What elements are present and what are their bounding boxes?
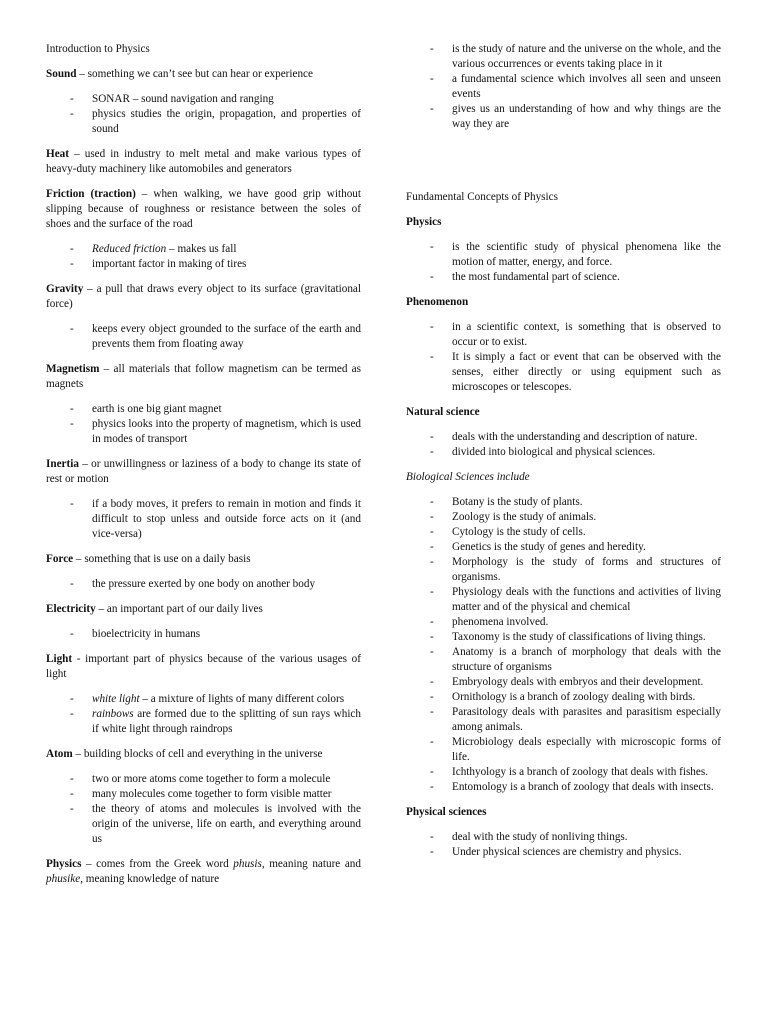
term-paragraph	[46, 652, 361, 682]
list-item: - a fundamental science which involves all seen and unseen events	[406, 72, 721, 102]
term-definition: – when walking, we have good grip without slipping because of roughness or resistance between the soles of shoes and the surface of the road	[46, 188, 361, 230]
list-item	[46, 692, 361, 707]
phenomenon-list	[406, 320, 721, 395]
term-definition: – something we can’t see but can hear or experience	[76, 68, 313, 80]
term-bullets	[46, 627, 361, 642]
term-heading: Sound	[46, 68, 77, 80]
list-item: - deal with the study of nonliving things.	[406, 830, 721, 845]
term-paragraph	[46, 187, 361, 232]
list-item: - in a scientific context, is something that is observed to occur or to exist.	[406, 320, 721, 350]
biological-sciences-heading: Biological Sciences include	[406, 471, 530, 483]
list-item: - Microbiology deals especially with microscopic forms of life.	[406, 735, 721, 765]
physics-heading: Physics	[406, 216, 442, 228]
list-item: - Under physical sciences are chemistry and physics.	[406, 845, 721, 860]
list-item: - phenomena involved.	[406, 615, 721, 630]
list-item: - Ornithology is a branch of zoology dealing with birds.	[406, 690, 721, 705]
list-item: - many molecules come together to form visible matter	[46, 787, 361, 802]
right-column	[406, 42, 721, 870]
term-paragraph	[46, 282, 361, 312]
term-heading: Heat	[46, 148, 69, 160]
spacer	[406, 142, 721, 190]
list-item	[46, 257, 361, 272]
term-heading: Friction (traction)	[46, 188, 136, 200]
term-definition: – or unwillingness or laziness of a body to change its state of rest or motion	[46, 458, 361, 485]
term-bullets	[46, 692, 361, 737]
term-heading: Physics	[46, 858, 82, 870]
list-item: - Taxonomy is the study of classifications of living things.	[406, 630, 721, 645]
section-title: Fundamental Concepts of Physics	[406, 191, 558, 203]
term-heading: Atom	[46, 748, 73, 760]
item-text: are formed due to the splitting of sun rays which if white light through raindrops	[92, 708, 361, 735]
physics-definition-list	[406, 42, 721, 132]
item-text: – a mixture of lights of many different colors	[139, 693, 345, 705]
list-item: - Entomology is a branch of zoology that deals with insects.	[406, 780, 721, 795]
emphasis-text: rainbows	[92, 708, 134, 720]
term-bullets	[46, 497, 361, 542]
greek-word: phusis	[233, 858, 262, 870]
list-item: - Ichthyology is a branch of zoology that deals with fishes.	[406, 765, 721, 780]
term-definition: – an important part of our daily lives	[95, 603, 263, 615]
term-heading: Inertia	[46, 458, 79, 470]
term-heading: Force	[46, 553, 74, 565]
left-column	[46, 42, 361, 897]
natural-science-list	[406, 430, 721, 460]
etymology-text: , meaning knowledge of nature	[80, 873, 220, 885]
item-text: important factor in making of tires	[92, 258, 247, 270]
list-item: - if a body moves, it prefers to remain in motion and finds it difficult to stop unless and outside force acts on it (and vice-versa)	[46, 497, 361, 542]
list-item: - It is simply a fact or event that can be observed with the senses, either directly or using equipment such as microscopes or telescopes.	[406, 350, 721, 395]
physics-etymology	[46, 857, 361, 887]
term-paragraph	[46, 362, 361, 392]
term-heading: Gravity	[46, 283, 84, 295]
biological-sciences-list	[406, 495, 721, 795]
physical-sciences-list	[406, 830, 721, 860]
list-item: - two or more atoms come together to form a molecule	[46, 772, 361, 787]
list-item: - is the study of nature and the universe on the whole, and the various occurrences or events taking place in it	[406, 42, 721, 72]
list-item: - earth is one big giant magnet	[46, 402, 361, 417]
term-bullets	[46, 577, 361, 592]
list-item: - Embryology deals with embryos and their development.	[406, 675, 721, 690]
term-definition: – all materials that follow magnetism can be termed as magnets	[46, 363, 361, 390]
term-paragraph	[46, 67, 361, 82]
list-item: - Botany is the study of plants.	[406, 495, 721, 510]
greek-word: phusike	[46, 873, 81, 885]
list-item: - Zoology is the study of animals.	[406, 510, 721, 525]
list-item: - Parasitology deals with parasites and parasitism especially among animals.	[406, 705, 721, 735]
term-definition: - important part of physics because of the various usages of light	[46, 653, 361, 680]
term-definition: – a pull that draws every object to its surface (gravitational force)	[46, 283, 361, 310]
list-item: - Anatomy is a branch of morphology that deals with the structure of organisms	[406, 645, 721, 675]
emphasis-text: Reduced friction	[92, 243, 167, 255]
list-item: - the theory of atoms and molecules is involved with the origin of the universe, life on earth, and everything around us	[46, 802, 361, 847]
list-item: - the pressure exerted by one body on another body	[46, 577, 361, 592]
list-item: - gives us an understanding of how and why things are the way they are	[406, 102, 721, 132]
list-item: - divided into biological and physical sciences.	[406, 445, 721, 460]
term-heading: Light	[46, 653, 73, 665]
term-definition: – something that is use on a daily basis	[73, 553, 251, 565]
list-item: - Cytology is the study of cells.	[406, 525, 721, 540]
term-heading: Magnetism	[46, 363, 100, 375]
page-title: Introduction to Physics	[46, 43, 150, 55]
list-item: - Physiology deals with the functions and activities of living matter and of the physical and chemical	[406, 585, 721, 615]
term-paragraph	[46, 147, 361, 177]
term-bullets	[46, 322, 361, 352]
physics-list	[406, 240, 721, 285]
term-paragraph	[46, 457, 361, 487]
term-paragraph	[46, 552, 361, 567]
list-item: - Genetics is the study of genes and heredity.	[406, 540, 721, 555]
etymology-text: , meaning nature and	[261, 858, 361, 870]
list-item: - Morphology is the study of forms and structures of organisms.	[406, 555, 721, 585]
term-definition: – building blocks of cell and everything in the universe	[72, 748, 323, 760]
list-item: - deals with the understanding and description of nature.	[406, 430, 721, 445]
list-item: - keeps every object grounded to the surface of the earth and prevents them from floating away	[46, 322, 361, 352]
physical-sciences-heading: Physical sciences	[406, 806, 487, 818]
etymology-text: – comes from the Greek word	[81, 858, 234, 870]
item-text: – makes us fall	[166, 243, 237, 255]
list-item: - the most fundamental part of science.	[406, 270, 721, 285]
list-item: - SONAR – sound navigation and ranging	[46, 92, 361, 107]
list-item	[46, 242, 361, 257]
list-item: - physics studies the origin, propagation, and properties of sound	[46, 107, 361, 137]
term-bullets	[46, 772, 361, 847]
list-item: - bioelectricity in humans	[46, 627, 361, 642]
natural-science-heading: Natural science	[406, 406, 480, 418]
list-item: - physics looks into the property of magnetism, which is used in modes of transport	[46, 417, 361, 447]
list-item: - is the scientific study of physical phenomena like the motion of matter, energy, and force.	[406, 240, 721, 270]
term-bullets	[46, 92, 361, 137]
term-bullets	[46, 402, 361, 447]
phenomenon-heading: Phenomenon	[406, 296, 469, 308]
term-paragraph	[46, 602, 361, 617]
term-heading: Electricity	[46, 603, 96, 615]
term-bullets	[46, 242, 361, 272]
term-paragraph	[46, 747, 361, 762]
emphasis-text: white light	[92, 693, 140, 705]
term-definition: – used in industry to melt metal and make various types of heavy-duty machinery like automobiles and generators	[46, 148, 361, 175]
list-item	[46, 707, 361, 737]
